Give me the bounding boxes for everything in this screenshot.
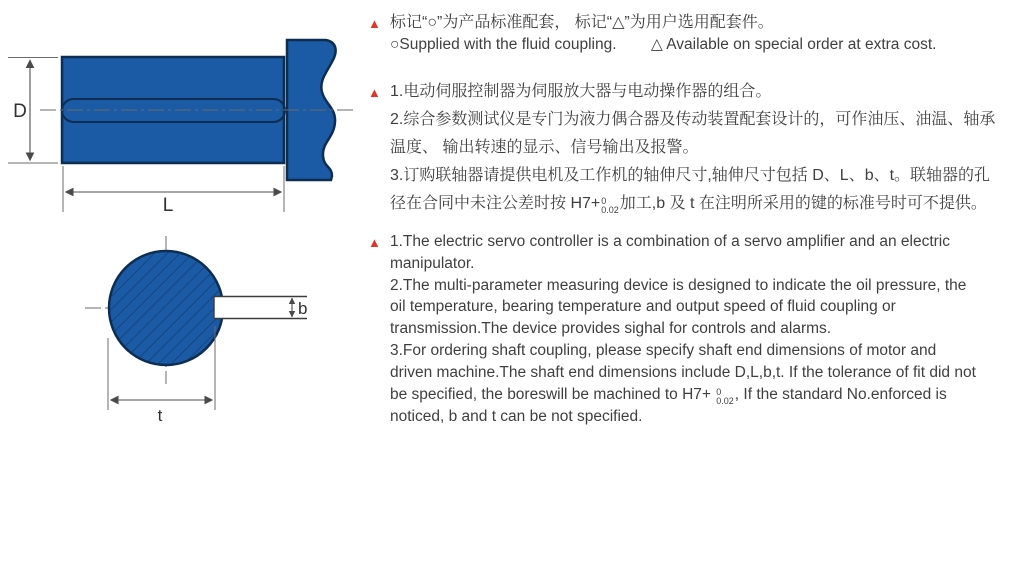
dim-label-b: b [298,299,308,318]
note-line [368,78,1018,106]
legend-line-zh [368,11,1018,34]
shaft-section-hatch [110,252,222,364]
keyway-notch [214,297,307,319]
note-text: 2.The multi-parameter measuring device is designed to indicate the oil pressure, the [390,276,967,294]
note-text: , If the standard No.enforced is [734,385,947,403]
note-marker-icon: ▲ [368,16,381,31]
dim-label-D: D [13,101,27,122]
note-text: 3.订购联轴器请提供电机及工作机的轴伸尺寸,轴伸尺寸包括 D、L、b、t。联轴器的孔 [390,167,991,184]
note-text: 温度、 输出转速的显示、信号输出及报警。 [390,139,699,156]
shaft-side-view [8,40,353,216]
note-line [368,231,1018,253]
legend-text-zh: 标记“○”为产品标准配套， 标记“△”为用户选用配套件。 [390,14,774,31]
note-text: transmission.The device provides sighal for controls and alarms. [390,320,832,338]
note-line [368,190,1018,218]
note-line [368,275,1018,297]
note-text: oil temperature, bearing temperature and output speed of fluid coupling or [390,298,896,316]
note-text: be specified, the boreswill be machined to H7+ [390,385,716,403]
tolerance-upper: 0 [716,386,722,397]
note-text: 1.The electric servo controller is a combination of a servo amplifier and an electric [390,233,950,250]
note-line [368,406,1018,428]
note-line [368,253,1018,275]
dim-label-L: L [162,195,174,216]
tolerance-lower: 0.02 [601,205,619,215]
note-line [368,106,1018,134]
note-text: 加工,b 及 t 在注明所采用的键的标准号时可不提供。 [619,195,987,212]
note-text: noticed, b and t can be not specified. [390,407,643,425]
note-line [368,296,1018,318]
note-marker-icon: ▲ [368,85,381,100]
dim-label-t: t [157,406,163,425]
note-text: 径在合同中未注公差时按 H7+ [390,195,601,212]
tolerance-stack [601,197,619,215]
tolerance-stack [716,388,734,406]
note-marker-icon: ▲ [368,235,381,250]
note-line [368,162,1018,190]
note-text: manipulator. [390,254,475,272]
notes-english [368,231,1018,427]
notes-chinese [368,78,1018,218]
note-line [368,134,1018,162]
note-text: 1.电动伺服控制器为伺服放大器与电动操作器的组合。 [390,83,772,100]
note-text: driven machine.The shaft end dimensions include D,L,b,t. If the tolerance of fit did not [390,363,976,381]
note-line [368,340,1018,362]
note-line [368,384,1018,406]
tolerance-upper: 0 [601,196,607,206]
shaft-cross-section [85,236,307,425]
shaft-diagrams [0,0,360,440]
legend-line-en [368,34,1018,55]
legend-note [368,11,1018,55]
tolerance-lower: 0.02 [716,395,734,406]
legend-supplied-text: ○Supplied with the fluid coupling. [390,36,617,53]
note-text: 2.综合参数测试仪是专门为液力偶合器及传动装置配套设计的，可作油压、油温、轴承 [390,111,996,128]
note-line [368,318,1018,340]
legend-optional-text: △ Available on special order at extra cost. [650,36,937,53]
note-text: 3.For ordering shaft coupling, please specify shaft end dimensions of motor and [390,341,937,359]
note-line [368,362,1018,384]
